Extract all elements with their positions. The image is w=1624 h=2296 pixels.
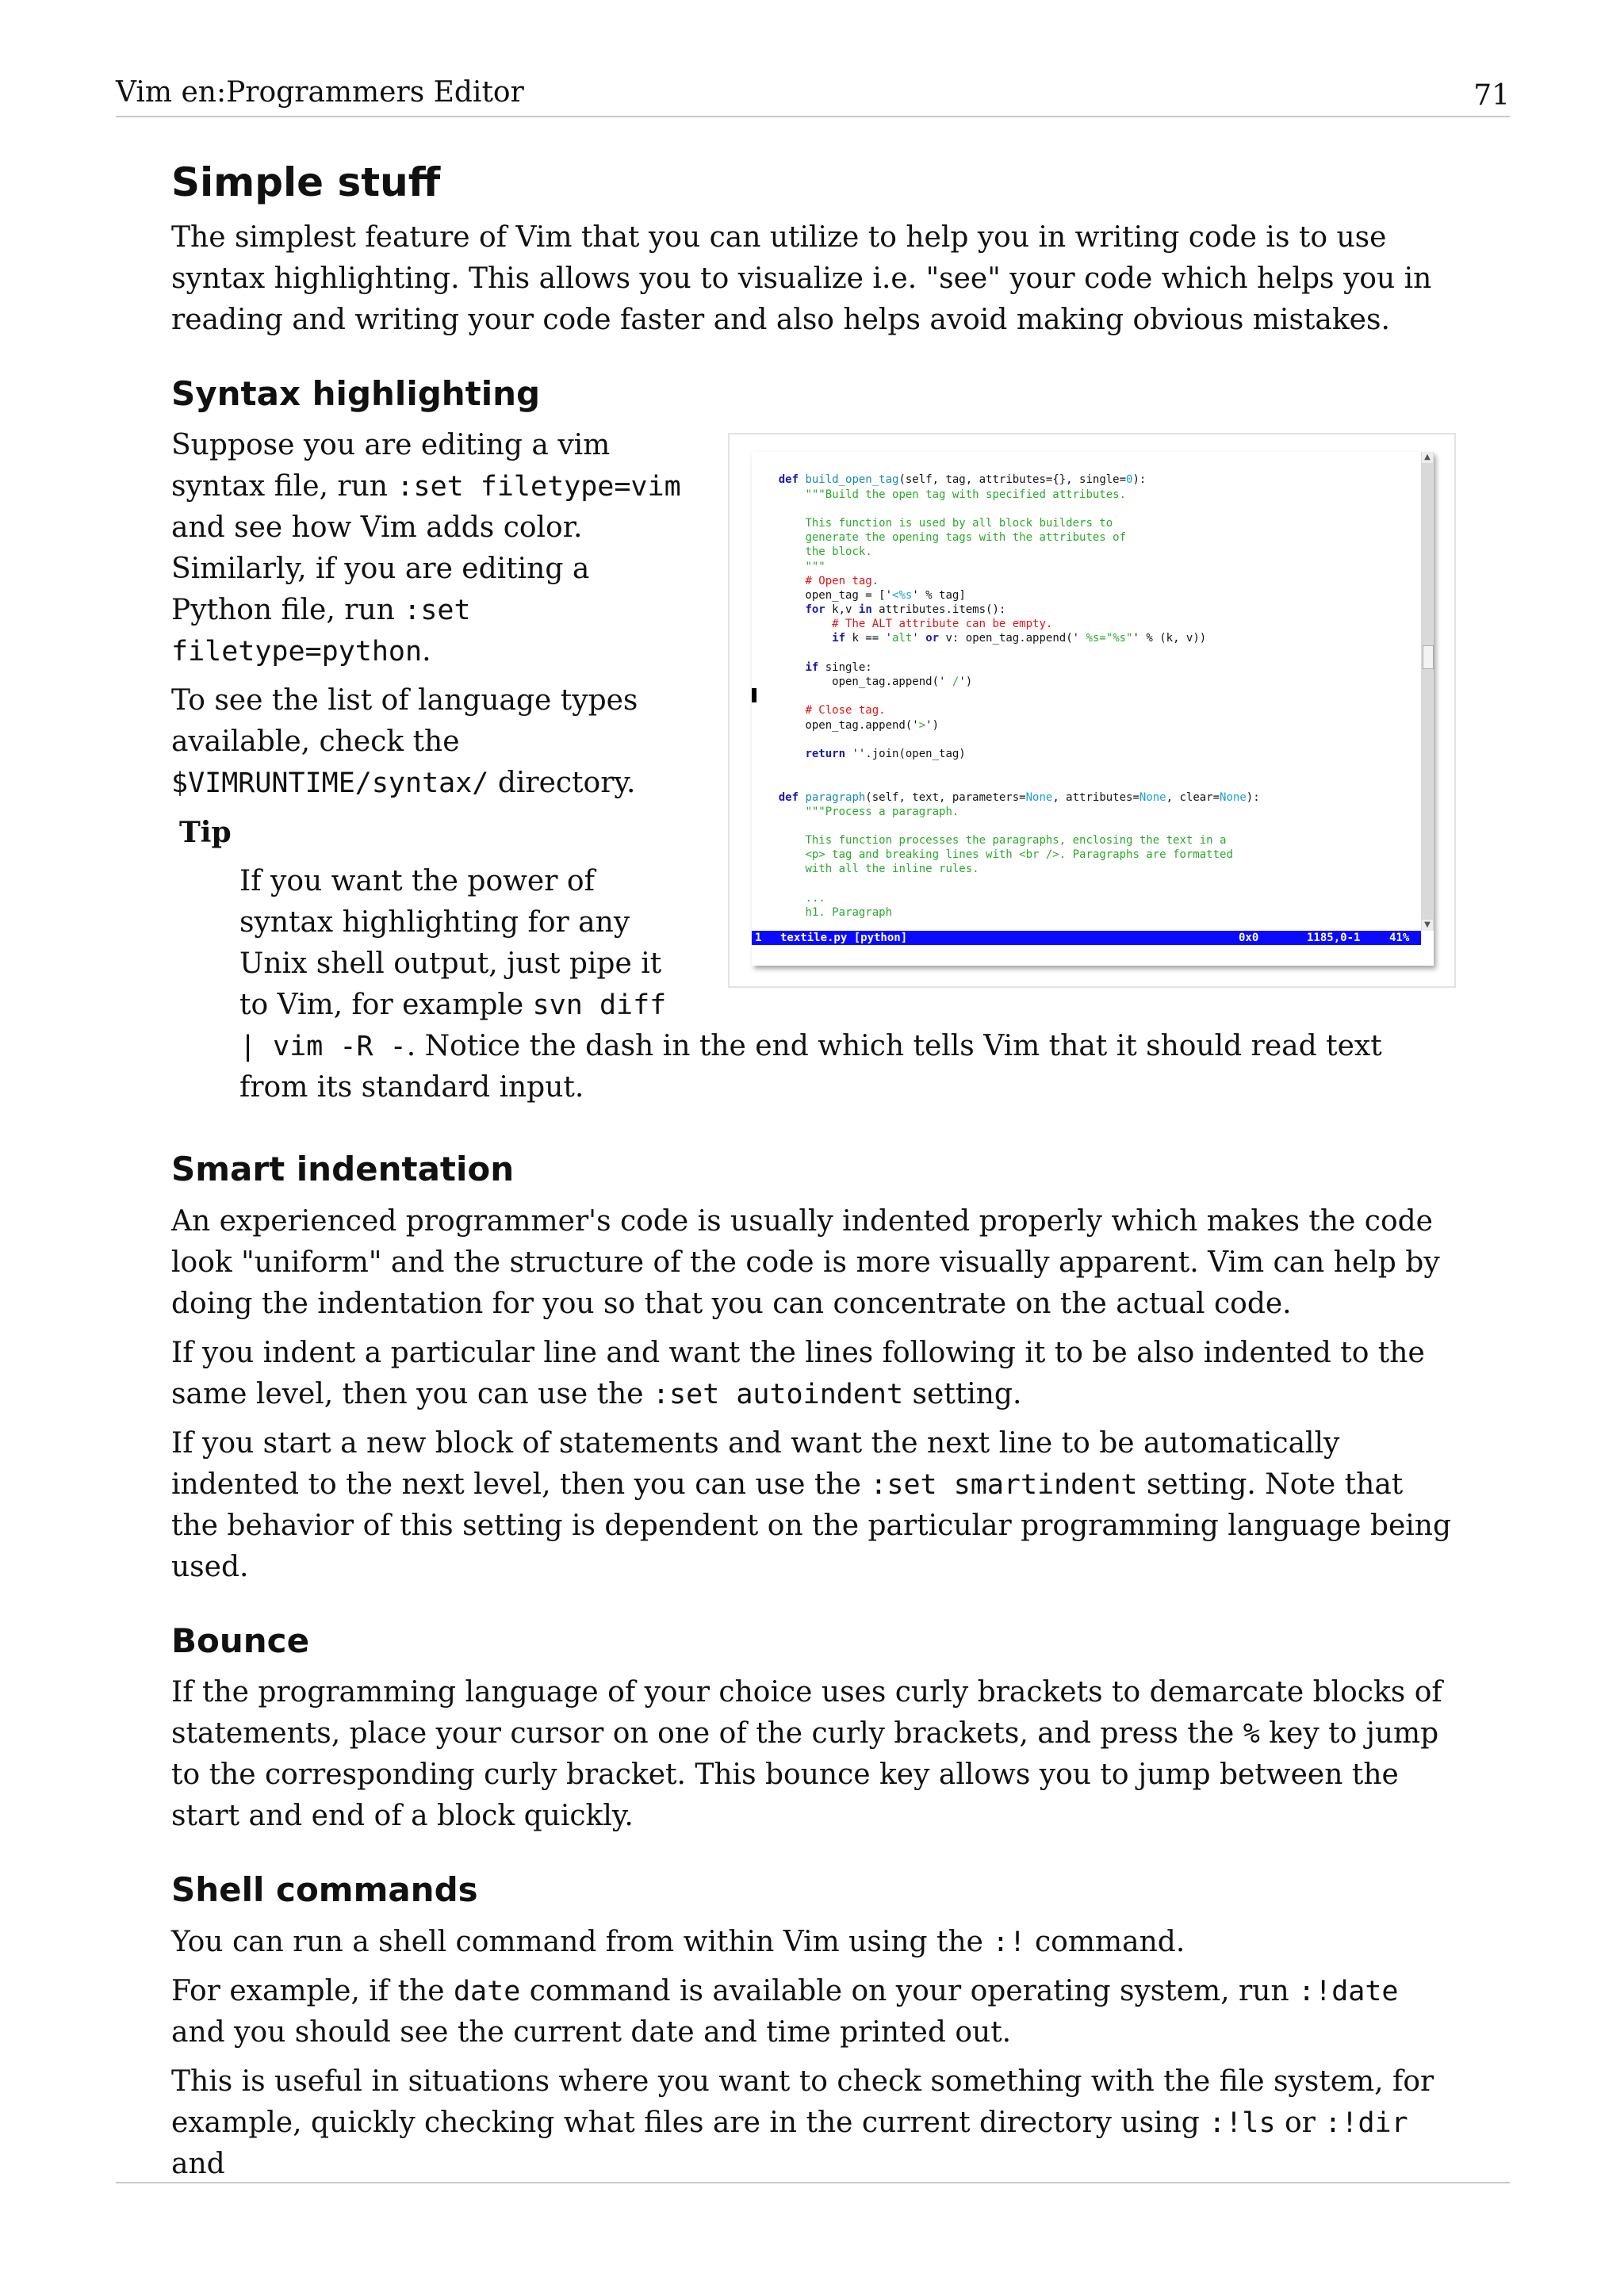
status-filename: textile.py [python] [780, 932, 908, 945]
code-line [752, 819, 1421, 833]
code-line [752, 733, 1421, 747]
code-line: the block. [805, 545, 872, 559]
footer-rule [116, 2182, 1510, 2183]
code-line [752, 877, 1421, 891]
code-line: # The ALT attribute can be empty. [832, 618, 1053, 631]
status-percent: 41% [1389, 932, 1410, 945]
code-line: generate the opening tags with the attributes of [805, 531, 1127, 545]
tip-label: Tip [179, 816, 232, 850]
code-line [752, 502, 1421, 516]
indent-paragraph-2: If you indent a particular line and want the lines following it to be also indented to the same level, then you can use the :set autoindent setting. [171, 1336, 1425, 1410]
indent-paragraph-1: An experienced programmer's code is usually indented properly which makes the code look "uniform" and the structure of the code is more visually apparent. Vim can help by doing the indentation for you so that you can concentrate on the actual code. [171, 1204, 1440, 1320]
shell-paragraph-2: For example, if the date command is available on your operating system, run :!date and you should see the current date and time printed out. [171, 1974, 1399, 2049]
code-line: open_tag.append(' /') [752, 675, 973, 689]
code-line: h1. Paragraph [805, 906, 893, 920]
section-title-simple-stuff: Simple stuff [171, 159, 441, 205]
shell-paragraph-3: This is useful in situations where you want to check something with the file system, for example, quickly checking what files are in the current directory using :!ls or :!dir and [171, 2064, 1434, 2180]
scrollbar-thumb[interactable] [1423, 645, 1434, 669]
code-line [752, 689, 1421, 703]
bounce-paragraph: If the programming language of your choice uses curly brackets to demarcate blocks of statements, place your cursor on one of the curly brackets, and press the % key to jump to the corresponding curly bracket. This bounce key allows you to jump between the start and end of a block quickly. [171, 1676, 1442, 1833]
code-line: """ [805, 560, 825, 573]
scroll-up-arrow-icon[interactable]: ▲ [1422, 452, 1433, 463]
code-line: open_tag = ['<%s' % tag] [752, 588, 966, 602]
code-line [752, 761, 1421, 775]
vim-window-screenshot [752, 452, 1434, 966]
heading-shell-commands: Shell commands [171, 1870, 478, 1910]
page-content [171, 159, 1456, 2193]
status-buffer-number: 1 [755, 932, 762, 945]
code-line: # Close tag. [805, 704, 886, 718]
syntax-paragraph-1: Suppose you are editing a vim syntax file, run :set filetype=vim and see how Vim adds color. Similarly, if you are editing a Python file, run :set filetype=python. [171, 429, 681, 668]
shell-paragraph-1: You can run a shell command from within Vim using the :! command. [171, 1925, 1185, 1958]
code-line: This function is used by all block builders to [805, 516, 1113, 530]
status-cursor-position: 1185,0-1 [1307, 932, 1361, 945]
heading-bounce: Bounce [171, 1621, 310, 1660]
code-line: open_tag.append('>') [752, 718, 940, 732]
page-header [116, 76, 1510, 117]
heading-syntax-highlighting: Syntax highlighting [171, 374, 541, 413]
vim-status-line [752, 931, 1421, 945]
code-line: def build_open_tag(self, tag, attributes={}, single=0): [778, 473, 1147, 487]
code-line: # Open tag. [805, 574, 879, 587]
indent-paragraph-3: If you start a new block of statements and want the next line to be automatically indented to the next level, then you can use the :set smartindent setting. Note that the behavior of this setting is dependent on the particular programming language being used. [171, 1426, 1451, 1583]
page-number: 71 [1473, 79, 1510, 112]
intro-paragraph: The simplest feature of Vim that you can utilize to help you in writing code is to use syntax highlighting. This allows you to visualize i.e. "see" your code which helps you in reading and writing your code faster and also helps avoid making obvious mistakes. [171, 221, 1432, 336]
running-title: Vim en:Programmers Editor [116, 76, 524, 109]
heading-smart-indentation: Smart indentation [171, 1150, 515, 1189]
code-line: for k,v in attributes.items(): [805, 603, 1006, 617]
scroll-down-arrow-icon[interactable]: ▼ [1422, 920, 1433, 931]
code-line: """Process a paragraph. [805, 805, 959, 818]
status-char-code: 0x0 [1239, 932, 1259, 945]
code-line: return ''.join(open_tag) [805, 747, 966, 760]
vim-screenshot-figure [728, 433, 1456, 988]
scrollbar[interactable] [1421, 452, 1434, 931]
code-line [752, 646, 1421, 660]
code-buffer [752, 452, 1421, 931]
code-line: def paragraph(self, text, parameters=None, attributes=None, clear=None): [778, 790, 1260, 804]
code-line: with all the inline rules. [805, 863, 979, 876]
syntax-paragraph-2: To see the list of language types available, check the $VIMRUNTIME/syntax/ directory. [171, 684, 638, 800]
code-line: <p> tag and breaking lines with <br />. Paragraphs are formatted [805, 848, 1233, 862]
text-cursor [752, 688, 756, 702]
code-line: ... [805, 891, 825, 905]
code-line: if k == 'alt' or v: open_tag.append(' %s="%s"' % (k, v)) [832, 632, 1207, 645]
code-line: if single: [805, 660, 872, 674]
tip-body: If you want the power of syntax highlighting for any Unix shell output, just pipe it to Vim, for example svn diff | vim -R -. Notice the dash in the end which tells Vim that it should read text from its standard input. [239, 865, 1382, 1104]
code-line: """Build the open tag with specified attributes. [805, 488, 1127, 501]
code-line: This function processes the paragraphs, enclosing the text in a [805, 834, 1227, 848]
code-line [752, 775, 1421, 790]
